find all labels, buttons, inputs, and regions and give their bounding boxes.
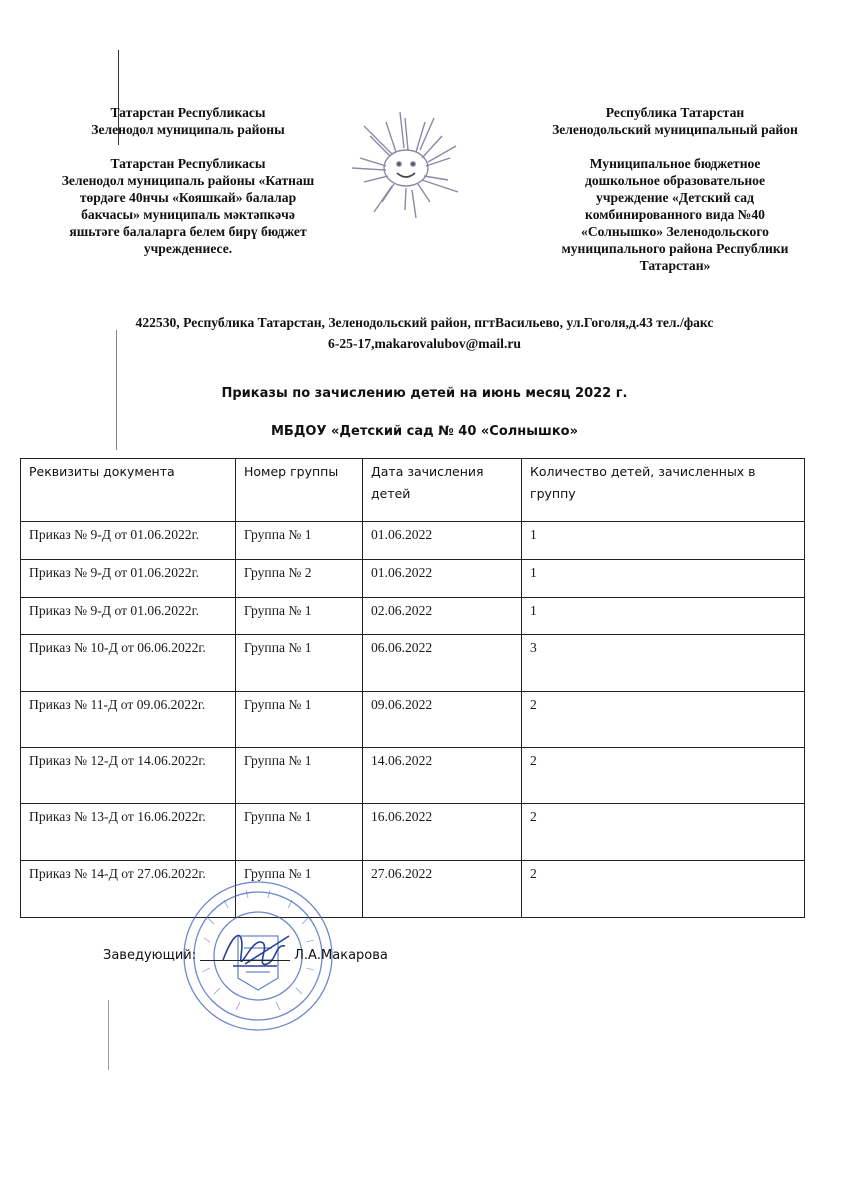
table-cell: 1 [522, 560, 805, 598]
sun-logo-icon [330, 100, 480, 230]
signature-line [103, 948, 388, 963]
table-row [21, 804, 805, 861]
table-cell: Приказ № 12-Д от 14.06.2022г. [21, 748, 236, 804]
table-cell: 02.06.2022 [363, 598, 522, 635]
signature-name: Л.А.Макарова [294, 948, 388, 963]
signature-underline [200, 960, 290, 961]
table-cell: Приказ № 9-Д от 01.06.2022г. [21, 560, 236, 598]
table-header-row [21, 459, 805, 522]
header-left-line: яшьтәге балаларга белем бирү бюджет [69, 224, 307, 239]
header-right-line: муниципального района Республики [561, 241, 789, 256]
header-right [500, 104, 849, 274]
table-cell: Приказ № 10-Д от 06.06.2022г. [21, 635, 236, 692]
table-cell: Группа № 1 [236, 804, 363, 861]
table-row [21, 560, 805, 598]
header-right-line: Зеленодольский муниципальный район [552, 122, 798, 137]
table-row [21, 598, 805, 635]
table-cell: 06.06.2022 [363, 635, 522, 692]
table-cell: Группа № 1 [236, 748, 363, 804]
header-right-line: учреждение «Детский сад [596, 190, 754, 205]
header-right-line: Республика Татарстан [605, 105, 745, 120]
header-left-line: учреждениесе. [143, 241, 233, 256]
table-row [21, 692, 805, 748]
table-cell: 2 [522, 861, 805, 918]
table-cell: Приказ № 9-Д от 01.06.2022г. [21, 598, 236, 635]
table-cell: Приказ № 11-Д от 09.06.2022г. [21, 692, 236, 748]
table-cell: Группа № 2 [236, 560, 363, 598]
scan-line [108, 1000, 109, 1070]
table-row [21, 635, 805, 692]
table-cell: 2 [522, 692, 805, 748]
table-cell: Приказ № 13-Д от 16.06.2022г. [21, 804, 236, 861]
header-left-line: төрдәге 40нчы «Кояшкай» балалар [79, 190, 297, 205]
table-cell: 14.06.2022 [363, 748, 522, 804]
table-cell: 01.06.2022 [363, 560, 522, 598]
header-left [18, 104, 358, 257]
header-left-line: Татарстан Республикасы [110, 156, 266, 171]
header-right-line: дошкольное образовательное [584, 173, 766, 188]
header-right-line: Муниципальное бюджетное [589, 156, 761, 171]
table-cell: Группа № 1 [236, 598, 363, 635]
header-right-line: «Солнышко» Зеленодольского [581, 224, 769, 239]
address-block [0, 312, 849, 354]
column-header: Реквизиты документа [21, 459, 236, 522]
table-cell: 1 [522, 598, 805, 635]
table-cell: 16.06.2022 [363, 804, 522, 861]
table-cell: Приказ № 14-Д от 27.06.2022г. [21, 861, 236, 918]
table-cell: Группа № 1 [236, 861, 363, 918]
header-right-line: комбинированного вида №40 [585, 207, 765, 222]
enrollment-table [20, 458, 805, 918]
table-cell: 3 [522, 635, 805, 692]
table-row [21, 861, 805, 918]
document-title: Приказы по зачислению детей на июнь месяц 2022 г. [221, 386, 628, 401]
table-cell: 27.06.2022 [363, 861, 522, 918]
column-header: Количество детей, зачисленных в группу [522, 459, 805, 522]
table-row [21, 748, 805, 804]
header-left-line: Зеленодол муниципаль районы [91, 122, 285, 137]
table-cell: Приказ № 9-Д от 01.06.2022г. [21, 522, 236, 560]
institution-title: МБДОУ «Детский сад № 40 «Солнышко» [271, 424, 578, 439]
table-cell: 1 [522, 522, 805, 560]
address-line: 422530, Республика Татарстан, Зеленодольский район, пгтВасильево, ул.Гоголя,д.43 тел./факс [135, 315, 714, 330]
column-header: Номер группы [236, 459, 363, 522]
column-header: Дата зачисления детей [363, 459, 522, 522]
signature-role: Заведующий: [103, 948, 197, 963]
header-right-line: Татарстан» [639, 258, 711, 273]
table-cell: Группа № 1 [236, 635, 363, 692]
header-left-line: Татарстан Республикасы [110, 105, 266, 120]
table-cell: Группа № 1 [236, 692, 363, 748]
table-row [21, 522, 805, 560]
table-cell: 2 [522, 804, 805, 861]
header-left-line: Зеленодол муниципаль районы «Катнаш [61, 173, 315, 188]
table-cell: Группа № 1 [236, 522, 363, 560]
table-cell: 2 [522, 748, 805, 804]
address-line: 6-25-17,makarovalubov@mail.ru [328, 336, 521, 351]
table-cell: 01.06.2022 [363, 522, 522, 560]
table-cell: 09.06.2022 [363, 692, 522, 748]
header-left-line: бакчасы» муниципаль мәктәпкәчә [81, 207, 295, 222]
